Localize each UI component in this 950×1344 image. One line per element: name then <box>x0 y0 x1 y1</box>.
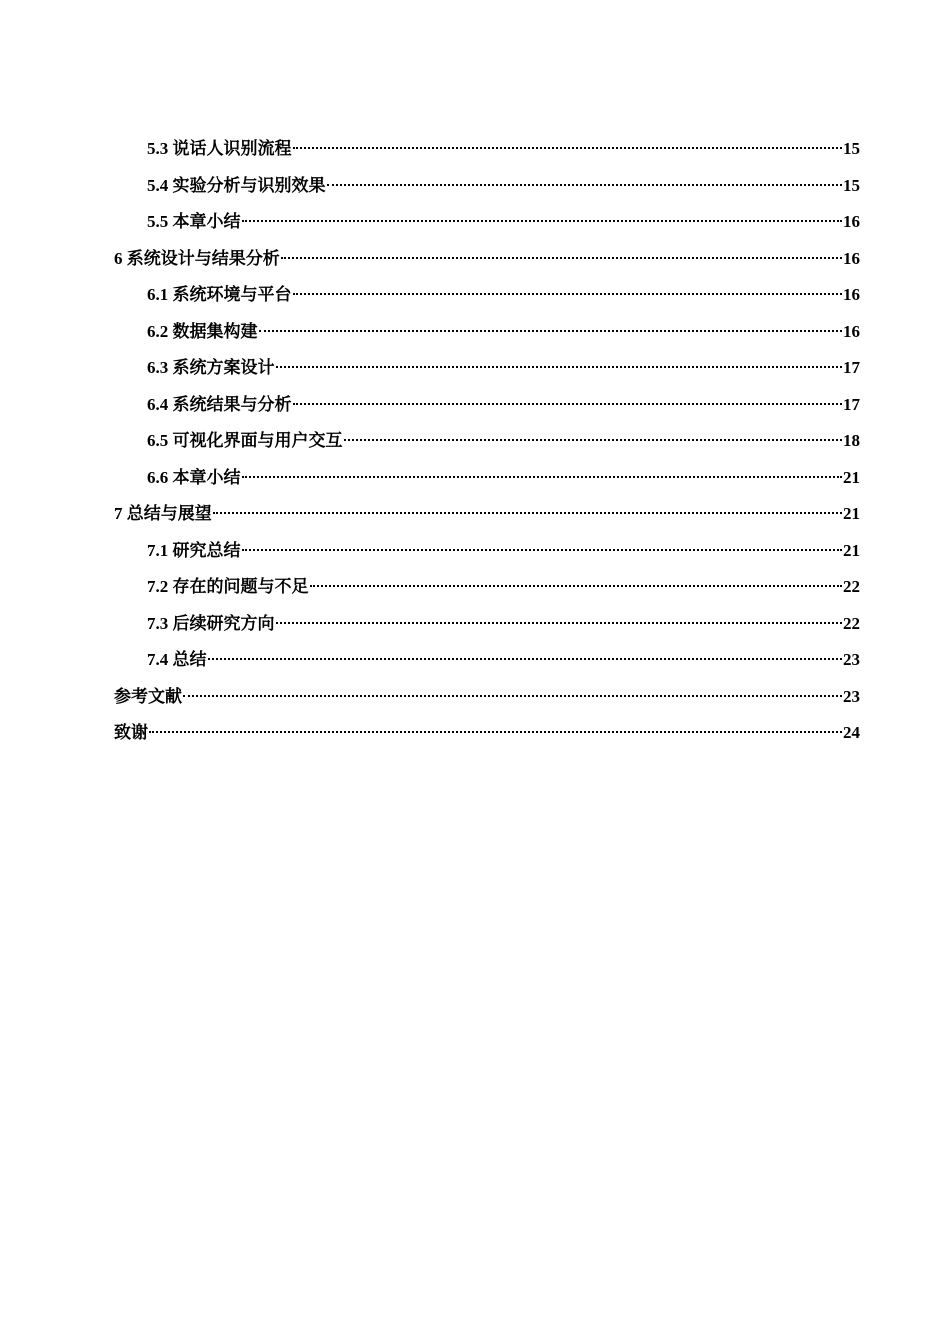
toc-dot-leader <box>213 512 842 514</box>
toc-entry-page: 16 <box>843 285 860 304</box>
toc-entry[interactable] <box>114 496 860 533</box>
toc-dot-leader <box>242 549 843 551</box>
toc-dot-leader <box>327 184 843 186</box>
toc-dot-leader <box>259 330 843 332</box>
toc-dot-leader <box>276 622 843 624</box>
toc-dot-leader <box>293 293 843 295</box>
toc-entry[interactable] <box>114 204 860 241</box>
toc-entry[interactable] <box>114 387 860 424</box>
toc-entry[interactable] <box>114 314 860 351</box>
toc-dot-leader <box>310 585 843 587</box>
toc-entry-page: 23 <box>843 650 860 669</box>
toc-entry-title: 6.6 本章小结 <box>147 467 241 487</box>
toc-entry-page: 16 <box>843 248 860 268</box>
toc-entry-page: 17 <box>843 358 860 377</box>
table-of-contents <box>114 131 860 752</box>
toc-entry-page: 21 <box>843 540 860 560</box>
toc-entry-page: 16 <box>843 321 860 341</box>
toc-entry-title: 5.5 本章小结 <box>147 212 241 231</box>
toc-dot-leader <box>242 476 843 478</box>
toc-entry-page: 21 <box>843 467 860 487</box>
toc-entry[interactable] <box>114 423 860 460</box>
toc-entry-title: 6.5 可视化界面与用户交互 <box>147 431 343 450</box>
toc-entry-page: 17 <box>843 394 860 414</box>
toc-dot-leader <box>149 731 842 733</box>
toc-entry[interactable] <box>114 642 860 679</box>
toc-entry[interactable] <box>114 241 860 278</box>
toc-entry[interactable] <box>114 168 860 205</box>
toc-entry[interactable] <box>114 533 860 570</box>
toc-entry-title: 参考文献 <box>114 686 182 706</box>
toc-entry-page: 18 <box>843 431 860 450</box>
toc-entry-title: 致谢 <box>114 723 148 742</box>
toc-entry[interactable] <box>114 679 860 716</box>
toc-entry[interactable] <box>114 131 860 168</box>
toc-entry[interactable] <box>114 715 860 752</box>
toc-entry-page: 22 <box>843 613 860 633</box>
toc-entry[interactable] <box>114 569 860 606</box>
toc-entry-title: 6 系统设计与结果分析 <box>114 248 280 268</box>
toc-entry[interactable] <box>114 460 860 497</box>
toc-dot-leader <box>293 403 843 405</box>
toc-dot-leader <box>208 658 843 660</box>
toc-entry-title: 6.3 系统方案设计 <box>147 358 275 377</box>
toc-entry-page: 15 <box>843 175 860 195</box>
toc-entry-page: 16 <box>843 212 860 231</box>
toc-entry-page: 23 <box>843 686 860 706</box>
toc-entry[interactable] <box>114 277 860 314</box>
toc-entry[interactable] <box>114 350 860 387</box>
toc-entry-title: 6.1 系统环境与平台 <box>147 285 292 304</box>
toc-entry-title: 5.3 说话人识别流程 <box>147 139 292 158</box>
toc-entry-page: 24 <box>843 723 860 742</box>
toc-entry-title: 7.1 研究总结 <box>147 540 241 560</box>
toc-dot-leader <box>276 366 843 368</box>
toc-entry-title: 6.2 数据集构建 <box>147 321 258 341</box>
toc-entry-page: 21 <box>843 504 860 523</box>
toc-entry-page: 15 <box>843 139 860 158</box>
toc-dot-leader <box>344 439 843 441</box>
toc-entry[interactable] <box>114 606 860 643</box>
toc-entry-title: 7.2 存在的问题与不足 <box>147 577 309 596</box>
toc-dot-leader <box>281 257 842 259</box>
toc-entry-title: 6.4 系统结果与分析 <box>147 394 292 414</box>
toc-dot-leader <box>183 695 842 697</box>
toc-entry-title: 7 总结与展望 <box>114 504 212 523</box>
toc-entry-page: 22 <box>843 577 860 596</box>
toc-entry-title: 7.3 后续研究方向 <box>147 613 275 633</box>
toc-entry-title: 5.4 实验分析与识别效果 <box>147 175 326 195</box>
toc-dot-leader <box>293 147 843 149</box>
toc-entry-title: 7.4 总结 <box>147 650 207 669</box>
toc-dot-leader <box>242 220 843 222</box>
